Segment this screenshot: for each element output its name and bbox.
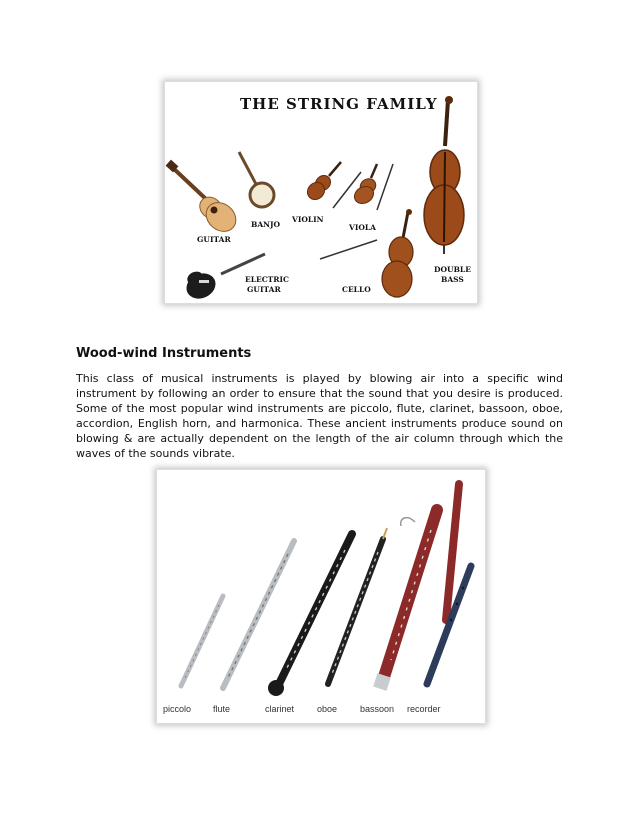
string-family-title: THE STRING FAMILY	[240, 95, 438, 113]
label-bassoon: bassoon	[360, 704, 395, 714]
oboe-illustration	[328, 528, 387, 684]
label-oboe: oboe	[317, 704, 338, 714]
label-double-line1: DOUBLE	[434, 265, 471, 274]
label-violin: VIOLIN	[292, 215, 324, 224]
label-guitar: GUITAR	[197, 235, 231, 244]
acoustic-guitar-illustration	[166, 160, 242, 238]
piccolo-illustration	[181, 596, 223, 686]
double-bass-illustration	[424, 96, 464, 254]
section-body: This class of musical instruments is played by blowing air into a specific wind instrument by following an order to ensure that the sound that you desire is produced. Some of the most popular wind instruments are piccolo, flute, clarinet, bassoon, oboe, accordion, English horn, and harmonica. These ancient instruments produce sound on blowing & are actually dependent on the length of the air column through which the waves of the sounds vibrate.	[76, 372, 563, 460]
label-recorder: recorder	[407, 704, 441, 714]
woodwind-figure	[156, 469, 486, 724]
violin-illustration	[304, 162, 361, 208]
label-cello: CELLO	[342, 285, 371, 294]
string-family-figure	[164, 81, 478, 304]
banjo-illustration	[239, 152, 274, 207]
label-clarinet: clarinet	[265, 704, 295, 714]
section-heading: Wood-wind Instruments	[76, 346, 252, 361]
label-piccolo: piccolo	[163, 704, 192, 714]
label-electric-line2: GUITAR	[247, 285, 281, 294]
label-flute: flute	[213, 704, 231, 714]
label-viola: VIOLA	[349, 223, 376, 232]
label-double-line2: BASS	[441, 275, 464, 284]
viola-illustration	[351, 164, 393, 210]
label-electric-line1: ELECTRIC	[245, 275, 289, 284]
clarinet-illustration	[268, 534, 352, 696]
bassoon-illustration	[373, 484, 459, 691]
label-banjo: BANJO	[251, 220, 281, 229]
